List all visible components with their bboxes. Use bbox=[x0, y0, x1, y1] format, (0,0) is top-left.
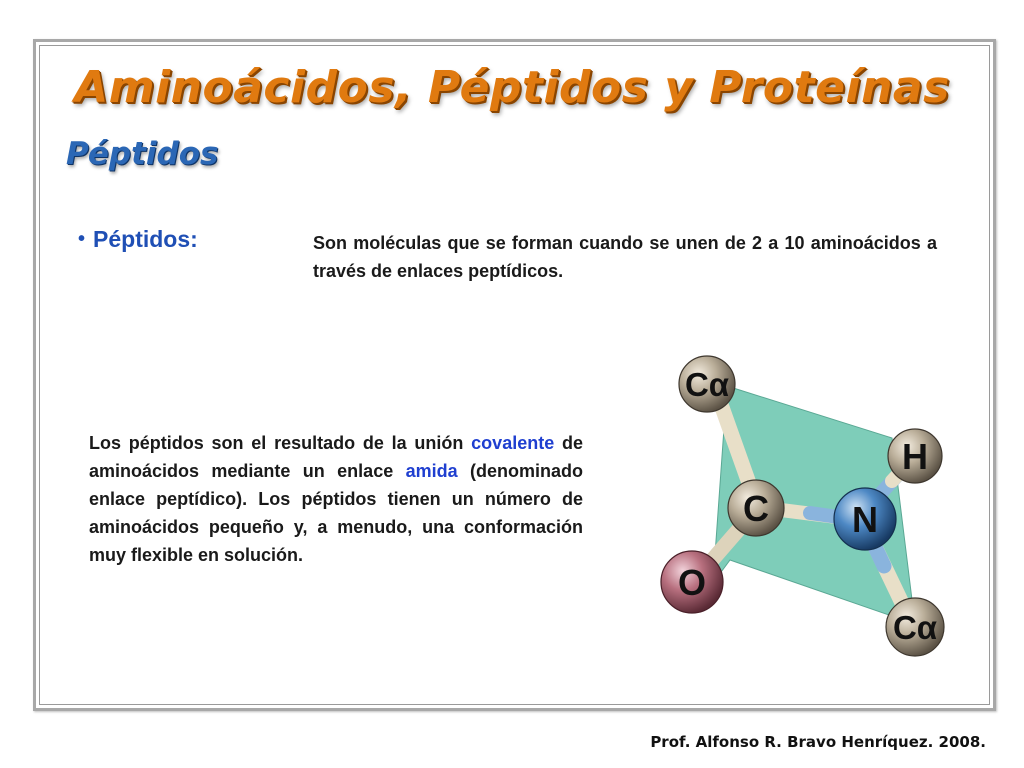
bullet-label: Péptidos: bbox=[93, 226, 198, 252]
atom-hydrogen-label: H bbox=[902, 436, 928, 477]
atom-calpha-bottom-label: Cα bbox=[892, 609, 938, 646]
atom-nitrogen-label: N bbox=[852, 499, 878, 540]
highlight-amida: amida bbox=[405, 461, 458, 481]
atom-carbon bbox=[728, 480, 784, 536]
slide-subtitle: Péptidos bbox=[66, 136, 219, 172]
paragraph-text-3: (denominado enlace peptídico). Los péptidos tienen un número de aminoácidos pequeño y, a menudo, una conformación muy flexible en solución. bbox=[89, 461, 583, 565]
atom-carbon-label: C bbox=[743, 488, 769, 529]
atom-calpha-top-label: Cα bbox=[684, 366, 730, 403]
atom-calpha-top bbox=[679, 356, 735, 412]
footer-credit: Prof. Alfonso R. Bravo Henríquez. 2008. bbox=[650, 733, 986, 751]
paragraph-text-2: de aminoácidos mediante un enlace bbox=[89, 433, 583, 481]
atom-oxygen bbox=[661, 551, 723, 613]
paragraph-text-1: Los péptidos son el resultado de la unión bbox=[89, 433, 472, 453]
peptide-bond-molecule-diagram bbox=[640, 338, 970, 668]
highlight-covalente: covalente bbox=[471, 433, 555, 453]
bullet-marker: • bbox=[78, 228, 86, 250]
atom-oxygen-label: O bbox=[677, 562, 707, 603]
definition-text: Son moléculas que se forman cuando se unen de 2 a 10 aminoácidos a través de enlaces peptídicos. bbox=[313, 233, 937, 281]
slide-title: Aminoácidos, Péptidos y Proteínas bbox=[74, 62, 950, 113]
atom-hydrogen bbox=[888, 429, 942, 483]
atom-nitrogen bbox=[834, 488, 896, 550]
description-paragraph bbox=[89, 429, 583, 569]
atom-calpha-bottom bbox=[886, 598, 944, 656]
bullet-item-peptidos bbox=[78, 226, 198, 253]
